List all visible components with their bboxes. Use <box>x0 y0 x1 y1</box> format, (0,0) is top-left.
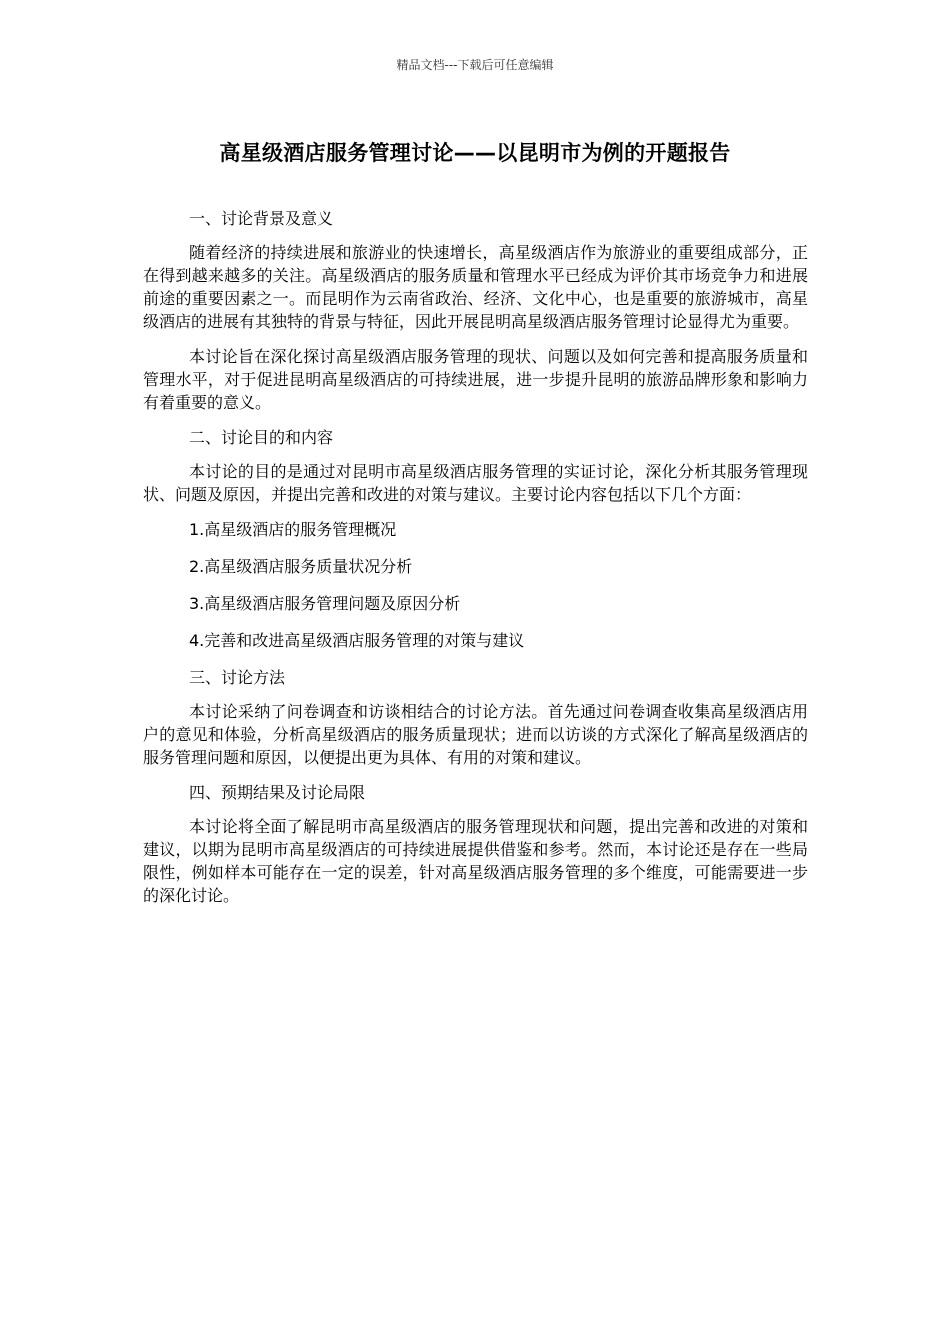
section-heading-background: 一、讨论背景及意义 <box>189 209 334 228</box>
paragraph: 本讨论的目的是通过对昆明市高星级酒店服务管理的实证讨论，深化分析其服务管理现状、问题及原因，并提出完善和改进的对策与建议。主要讨论内容包括以下几个方面： <box>143 462 808 504</box>
section-heading-method: 三、讨论方法 <box>189 668 286 687</box>
section-heading-expected-results: 四、预期结果及讨论局限 <box>189 783 366 802</box>
list-item: 2.高星级酒店服务质量状况分析 <box>189 557 413 576</box>
list-item: 3.高星级酒店服务管理问题及原因分析 <box>189 594 461 613</box>
list-item: 1.高星级酒店的服务管理概况 <box>189 520 397 539</box>
section-heading-purpose: 二、讨论目的和内容 <box>189 428 334 447</box>
list-item: 4.完善和改进高星级酒店服务管理的对策与建议 <box>189 631 525 650</box>
paragraph: 本讨论旨在深化探讨高星级酒店服务管理的现状、问题以及如何完善和提高服务质量和管理水平，对于促进昆明高星级酒店的可持续进展，进一步提升昆明的旅游品牌形象和影响力有着重要的意义。 <box>143 347 808 412</box>
document-body <box>143 207 808 919</box>
page-header: 精品文档---下载后可任意编辑 <box>396 58 554 72</box>
paragraph: 随着经济的持续进展和旅游业的快速增长，高星级酒店作为旅游业的重要组成部分，正在得到越来越多的关注。高星级酒店的服务质量和管理水平已经成为评价其市场竞争力和进展前途的重要因素之一。而昆明作为云南省政治、经济、文化中心，也是重要的旅游城市，高星级酒店的进展有其独特的背景与特征，因此开展昆明高星级酒店服务管理讨论显得尤为重要。 <box>143 243 808 331</box>
paragraph: 本讨论采纳了问卷调查和访谈相结合的讨论方法。首先通过问卷调查收集高星级酒店用户的意见和体验，分析高星级酒店的服务质量现状；进而以访谈的方式深化了解高星级酒店的服务管理问题和原因，以便提出更为具体、有用的对策和建议。 <box>143 702 808 767</box>
paragraph: 本讨论将全面了解昆明市高星级酒店的服务管理现状和问题，提出完善和改进的对策和建议，以期为昆明市高星级酒店的可持续进展提供借鉴和参考。然而，本讨论还是存在一些局限性，例如样本可能存在一定的误差，针对高星级酒店服务管理的多个维度，可能需要进一步的深化讨论。 <box>143 817 808 905</box>
document-title: 高星级酒店服务管理讨论——以昆明市为例的开题报告 <box>219 141 731 165</box>
